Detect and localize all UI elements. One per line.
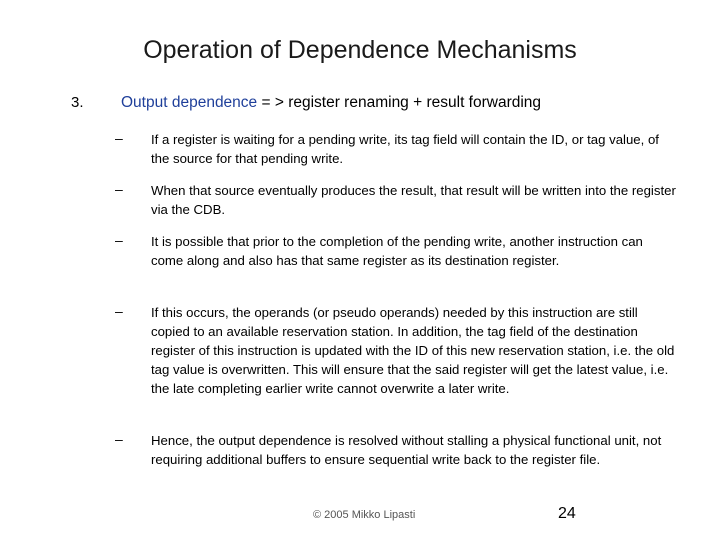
bullet-text: When that source eventually produces the result, that result will be written into the register via the CDB. <box>151 183 676 217</box>
bullet-dash: – <box>115 130 123 146</box>
page-number: 24 <box>558 505 576 522</box>
bullet-text: Hence, the output dependence is resolved without stalling a physical functional unit, not requiring additional buffers to ensure sequential write back to the register file. <box>151 433 662 467</box>
bullet-text: If a register is waiting for a pending write, its tag field will contain the ID, or tag value, of the source for that pending write. <box>151 132 659 166</box>
heading-rest: = > register renaming + result forwarding <box>257 94 542 111</box>
slide-title: Operation of Dependence Mechanisms <box>143 36 577 64</box>
item-number: 3. <box>71 94 84 111</box>
copyright-footer: © 2005 Mikko Lipasti <box>313 509 416 521</box>
bullet-text: If this occurs, the operands (or pseudo operands) needed by this instruction are still copied to an available reservation station. In addition, the tag field of the destination register of this instruction is updated with the ID of this new reservation station, i.e. the old tag value is overwritten. This will ensure that the said register will get the latest value, i.e. the late completing earlier write cannot overwrite a later write. <box>151 305 675 396</box>
bullet-dash: – <box>115 181 123 197</box>
bullet-dash: – <box>115 431 123 447</box>
bullet-dash: – <box>115 232 123 248</box>
bullet-dash: – <box>115 303 123 319</box>
section-heading <box>121 94 541 112</box>
bullet-text: It is possible that prior to the completion of the pending write, another instruction can come along and also has that same register as its destination register. <box>151 234 643 268</box>
heading-term: Output dependence <box>121 94 258 111</box>
